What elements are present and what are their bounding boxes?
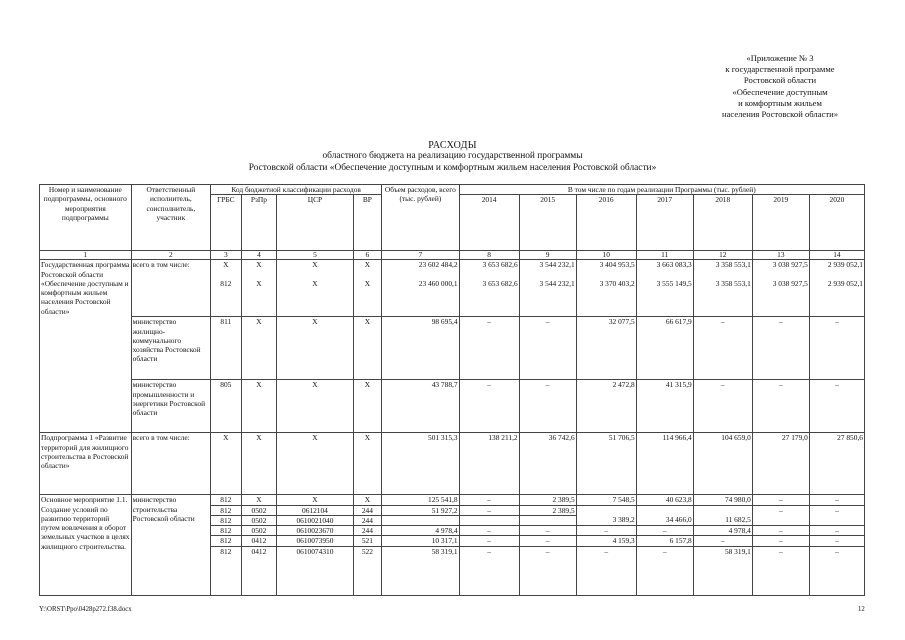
column-number: 1 (40, 251, 132, 260)
year-cell: 104 659,0 (693, 433, 752, 495)
year-cell: 11 682,5 (693, 505, 752, 526)
year-cell: 6 157,8 (636, 536, 693, 546)
year-cell: 2 389,5 (519, 505, 576, 515)
column-number: 14 (809, 251, 864, 260)
year-cell: – (459, 505, 519, 515)
column-number: 6 (353, 251, 382, 260)
year-cell: 66 617,9 (636, 317, 693, 380)
file-path: Y:\ORST\Ppo\0428p272.f38.docx (39, 606, 132, 613)
title-line-1: областного бюджета на реализацию государственной программы (322, 151, 583, 162)
appendix-header (680, 53, 880, 120)
csr-cell: 0610074310 (277, 546, 353, 595)
year-cell: 3 663 083,3 3 555 149,5 (636, 260, 693, 317)
csr-cell: Х (277, 495, 353, 505)
vr-cell: Х Х (353, 260, 382, 317)
page-number: 12 (858, 606, 865, 613)
grbs-cell: 812 (211, 495, 242, 505)
executor-cell: министерство строительства Ростовской области (131, 495, 210, 595)
csr-cell: 0610021040 (277, 515, 353, 525)
column-number: 3 (211, 251, 242, 260)
year-cell: – (809, 505, 864, 526)
grbs-cell: 812 (211, 536, 242, 546)
grbs-cell: Х 812 (211, 260, 242, 317)
header-csr: ЦСР (277, 195, 353, 251)
vr-cell: Х (353, 495, 382, 505)
total-cell (382, 515, 459, 525)
table-row (40, 495, 865, 505)
year-cell: – (752, 317, 809, 380)
vr-cell: 522 (353, 546, 382, 595)
column-number: 8 (459, 251, 519, 260)
year-cell: – (693, 536, 752, 546)
header-row (40, 185, 865, 195)
column-number: 2 (131, 251, 210, 260)
executor-cell: всего в том числе: (131, 433, 210, 495)
year-cell: 51 706,5 (576, 433, 636, 495)
rzpr-cell: 0412 (241, 536, 277, 546)
column-number: 12 (693, 251, 752, 260)
total-cell: 10 317,1 (382, 536, 459, 546)
header-rzpr: РзПр (241, 195, 277, 251)
year-cell (519, 515, 576, 525)
year-cell: 32 077,5 (576, 317, 636, 380)
column-number-row (40, 251, 865, 260)
rzpr-cell: 0502 (241, 515, 277, 525)
column-number: 10 (576, 251, 636, 260)
table-row (40, 433, 865, 495)
year-cell: 114 966,4 (636, 433, 693, 495)
grbs-cell: 812 (211, 526, 242, 536)
activity-name: Основное мероприятие 1.1. Создание условий по развитию территорий путем вовлечения в оборот земельных участков в целях жилищного строительства. (40, 495, 132, 595)
header-total: Объем расходов, всего (тыс. рублей) (382, 185, 459, 251)
column-number: 7 (382, 251, 459, 260)
table-row (40, 317, 865, 380)
title-main: РАСХОДЫ (428, 140, 477, 151)
year-cell: – (809, 317, 864, 380)
grbs-cell: 805 (211, 380, 242, 433)
year-cell: 74 980,0 (693, 495, 752, 505)
year-cell: 36 742,6 (519, 433, 576, 495)
executor-cell: министерство промышленности и энергетики Ростовской области (131, 380, 210, 433)
year-cell: – (459, 495, 519, 505)
year-cell: 2 389,5 (519, 495, 576, 505)
vr-cell: Х (353, 433, 382, 495)
column-number: 11 (636, 251, 693, 260)
rzpr-cell: Х (241, 317, 277, 380)
rzpr-cell: 0502 (241, 526, 277, 536)
year-cell: – (576, 546, 636, 595)
appendix-line: «Обеспечение доступным (732, 86, 828, 97)
header-year: 2017 (636, 195, 693, 251)
rzpr-cell: 0502 (241, 505, 277, 515)
rzpr-cell: Х (241, 433, 277, 495)
year-cell: – (752, 526, 809, 536)
header-year: 2014 (459, 195, 519, 251)
total-cell: 58 319,1 (382, 546, 459, 595)
year-cell: 3 653 682,6 3 653 682,6 (459, 260, 519, 317)
appendix-line: и комфортным жильем (738, 97, 822, 108)
table-row (40, 380, 865, 433)
appendix-line: «Приложение № 3 (746, 53, 814, 63)
total-cell: 43 788,7 (382, 380, 459, 433)
total-cell: 51 927,2 (382, 505, 459, 515)
executor-cell: министерство жилищно-коммунального хозяйства Ростовской области (131, 317, 210, 380)
vr-cell: 244 (353, 526, 382, 536)
year-cell: 34 466,0 (636, 505, 693, 526)
header-vr: ВР (353, 195, 382, 251)
header-executor: Ответственный исполнитель, соисполнитель, участник (131, 185, 210, 251)
year-cell: 4 978,4 (693, 526, 752, 536)
year-cell: – (809, 546, 864, 595)
csr-cell: Х (277, 317, 353, 380)
header-years-group: В том числе по годам реализации Программы (тыс. рублей) (459, 185, 864, 195)
csr-cell: Х Х (277, 260, 353, 317)
year-cell: – (809, 380, 864, 433)
appendix-line: населения Ростовской области» (721, 109, 838, 120)
year-cell: 3 544 232,1 3 544 232,1 (519, 260, 576, 317)
table-row (40, 260, 865, 317)
rzpr-cell: 0412 (241, 546, 277, 595)
year-cell: – (693, 380, 752, 433)
header-year: 2018 (693, 195, 752, 251)
grbs-cell: 812 (211, 515, 242, 525)
total-cell: 23 602 484,2 23 460 000,1 (382, 260, 459, 317)
year-cell: – (809, 526, 864, 536)
document-title (0, 140, 905, 174)
column-number: 5 (277, 251, 353, 260)
expenses-table (39, 184, 865, 596)
grbs-cell: 812 (211, 546, 242, 595)
year-cell: – (752, 505, 809, 526)
csr-cell: Х (277, 380, 353, 433)
grbs-cell: Х (211, 433, 242, 495)
vr-cell: 521 (353, 536, 382, 546)
year-cell (459, 515, 519, 525)
total-cell: 501 315,3 (382, 433, 459, 495)
year-cell: 4 159,3 (576, 536, 636, 546)
appendix-line: к государственной программе (725, 64, 835, 75)
year-cell: 40 623,8 (636, 495, 693, 505)
year-cell: – (459, 380, 519, 433)
rzpr-cell: Х (241, 495, 277, 505)
year-cell: 58 319,1 (693, 546, 752, 595)
program-name: Государственная программа Ростовской области «Обеспечение доступным и комфортным жильем населения Ростовской области» (40, 260, 132, 433)
grbs-cell: 811 (211, 317, 242, 380)
csr-cell: 0610023670 (277, 526, 353, 536)
year-cell: – (809, 495, 864, 505)
csr-cell: Х (277, 433, 353, 495)
year-cell: – (519, 317, 576, 380)
header-name: Номер и наименование подпрограммы, основного мероприятия подпрограммы (40, 185, 132, 251)
year-cell: – (752, 536, 809, 546)
subprogram-name: Подпрограмма 1 «Развитие территорий для жилищного строительства в Ростовской области» (40, 433, 132, 495)
column-number: 4 (241, 251, 277, 260)
year-cell: – (459, 546, 519, 595)
column-number: 13 (752, 251, 809, 260)
year-cell: – (752, 495, 809, 505)
year-cell: 27 179,0 (752, 433, 809, 495)
year-cell: 3 038 927,5 3 038 927,5 (752, 260, 809, 317)
vr-cell: 244 (353, 515, 382, 525)
year-cell: – (459, 317, 519, 380)
appendix-line: Ростовской области (743, 75, 817, 86)
year-cell: – (576, 526, 636, 536)
year-cell: – (752, 546, 809, 595)
year-cell: 3 389,2 (576, 505, 636, 526)
title-line-2: Ростовской области «Обеспечение доступным и комфортным жильем населения Ростовской области» (248, 162, 657, 173)
vr-cell: 244 (353, 505, 382, 515)
year-cell: – (809, 536, 864, 546)
year-cell: 3 358 553,1 3 358 553,1 (693, 260, 752, 317)
header-year: 2020 (809, 195, 864, 251)
year-cell: – (636, 546, 693, 595)
year-cell: – (519, 380, 576, 433)
year-cell: – (693, 317, 752, 380)
grbs-cell: 812 (211, 505, 242, 515)
year-cell: – (459, 526, 519, 536)
rzpr-cell: Х Х (241, 260, 277, 317)
year-cell: – (519, 536, 576, 546)
total-cell: 98 695,4 (382, 317, 459, 380)
header-year: 2016 (576, 195, 636, 251)
year-cell: – (636, 526, 693, 536)
year-cell: 7 548,5 (576, 495, 636, 505)
column-number: 9 (519, 251, 576, 260)
vr-cell: Х (353, 317, 382, 380)
header-year: 2019 (752, 195, 809, 251)
year-cell: 3 404 953,5 3 370 403,2 (576, 260, 636, 317)
header-code-group: Код бюджетной классификации расходов (211, 185, 382, 195)
header-grbs: ГРБС (211, 195, 242, 251)
total-cell: 4 978,4 (382, 526, 459, 536)
csr-cell: 0610073950 (277, 536, 353, 546)
year-cell: – (752, 380, 809, 433)
rzpr-cell: Х (241, 380, 277, 433)
header-year: 2015 (519, 195, 576, 251)
total-cell: 125 541,8 (382, 495, 459, 505)
vr-cell: Х (353, 380, 382, 433)
year-cell: 2 939 052,1 2 939 052,1 (809, 260, 864, 317)
year-cell: – (519, 526, 576, 536)
year-cell: 27 850,6 (809, 433, 864, 495)
year-cell: – (519, 546, 576, 595)
year-cell: 41 315,9 (636, 380, 693, 433)
executor-cell: всего в том числе: (131, 260, 210, 317)
year-cell: 138 211,2 (459, 433, 519, 495)
year-cell: – (459, 536, 519, 546)
csr-cell: 0612104 (277, 505, 353, 515)
year-cell: 2 472,8 (576, 380, 636, 433)
